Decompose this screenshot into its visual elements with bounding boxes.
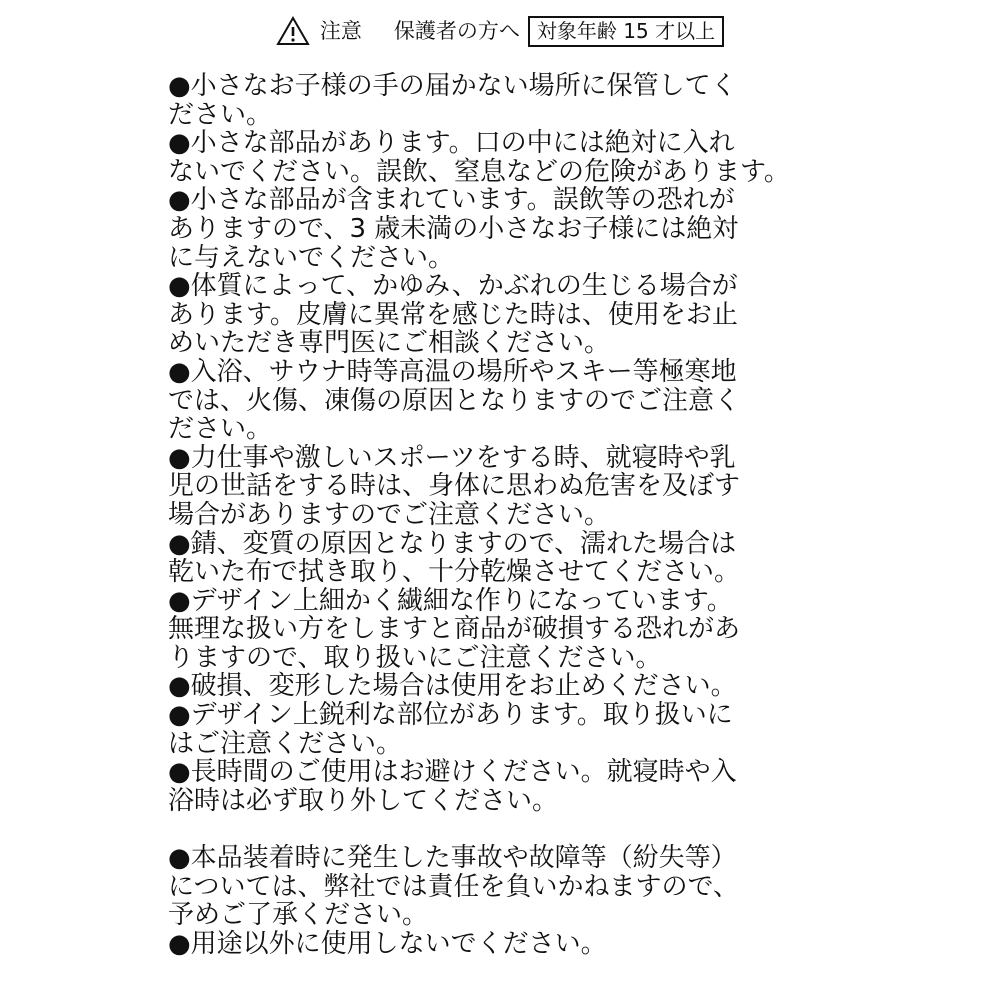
notice-line: 予めご了承ください。 bbox=[168, 900, 429, 931]
notice-line: りますので、取り扱いにご注意ください。 bbox=[168, 642, 662, 673]
caution-label: 注意 bbox=[319, 18, 362, 43]
notice-line: ●デザイン上鋭利な部位があります。取り扱いに bbox=[168, 700, 733, 731]
notice-line: めいただき専門医にご相談ください。 bbox=[168, 328, 611, 359]
notice-line: では、火傷、凍傷の原因となりますのでご注意く bbox=[168, 385, 741, 416]
notice-line: 児の世話をする時は、身体に思わぬ危害を及ぼす bbox=[168, 471, 741, 502]
caution-notice-text bbox=[168, 72, 818, 958]
notice-line: 場合がありますのでご注意ください。 bbox=[168, 499, 611, 530]
notice-line: ●長時間のご使用はお避けください。就寝時や入 bbox=[168, 757, 737, 788]
notice-line: ●錆、変質の原因となりますので、濡れた場合は bbox=[168, 528, 737, 559]
notice-line: ●本品装着時に発生した事故や故障等（紛失等） bbox=[168, 843, 737, 874]
notice-line: ●小さな部品が含まれています。誤飲等の恐れが bbox=[168, 185, 735, 216]
notice-line: に与えないでください。 bbox=[168, 242, 455, 273]
target-age-badge: 対象年齢 15 才以上 bbox=[528, 16, 724, 47]
guardian-label: 保護者の方へ bbox=[393, 18, 520, 43]
notice-line: については、弊社では責任を負いかねますので、 bbox=[168, 871, 739, 902]
notice-line: 無理な扱い方をしますと商品が破損する恐れがあ bbox=[168, 614, 741, 645]
warning-triangle-icon bbox=[276, 16, 310, 46]
notice-line: ありますので、3 歳未満の小さなお子様には絶対 bbox=[168, 213, 739, 244]
notice-line: ●小さなお子様の手の届かない場所に保管してく bbox=[168, 71, 737, 101]
notice-line: 乾いた布で拭き取り、十分乾燥させてください。 bbox=[168, 557, 741, 588]
paragraph-spacer bbox=[168, 815, 818, 844]
precautions-block bbox=[168, 72, 818, 815]
notice-line: ださい。 bbox=[168, 414, 273, 445]
notice-line: ●用途以外に使用しないでください。 bbox=[168, 928, 607, 959]
warning-header bbox=[0, 14, 1000, 48]
notice-line: ●力仕事や激しいスポーツをする時、就寝時や乳 bbox=[168, 442, 736, 473]
notice-line: ●小さな部品があります。口の中には絶対に入れ bbox=[168, 128, 735, 159]
notice-line: あります。皮膚に異常を感じた時は、使用をお止 bbox=[168, 299, 738, 330]
notice-line: 浴時は必ず取り外してください。 bbox=[168, 785, 559, 816]
notice-line: はご注意ください。 bbox=[168, 728, 403, 759]
disclaimer-block bbox=[168, 844, 818, 958]
notice-line: ないでください。誤飲、窒息などの危険があります。 bbox=[168, 156, 790, 187]
notice-line: ●破損、変形した場合は使用をお止めください。 bbox=[168, 671, 737, 702]
notice-line: ださい。 bbox=[168, 99, 273, 130]
notice-line: ●入浴、サウナ時等高温の場所やスキー等極寒地 bbox=[168, 356, 737, 387]
notice-line: ●デザイン上細かく繊細な作りになっています。 bbox=[168, 585, 733, 616]
notice-line: ●体質によって、かゆみ、かぶれの生じる場合が bbox=[168, 271, 738, 302]
